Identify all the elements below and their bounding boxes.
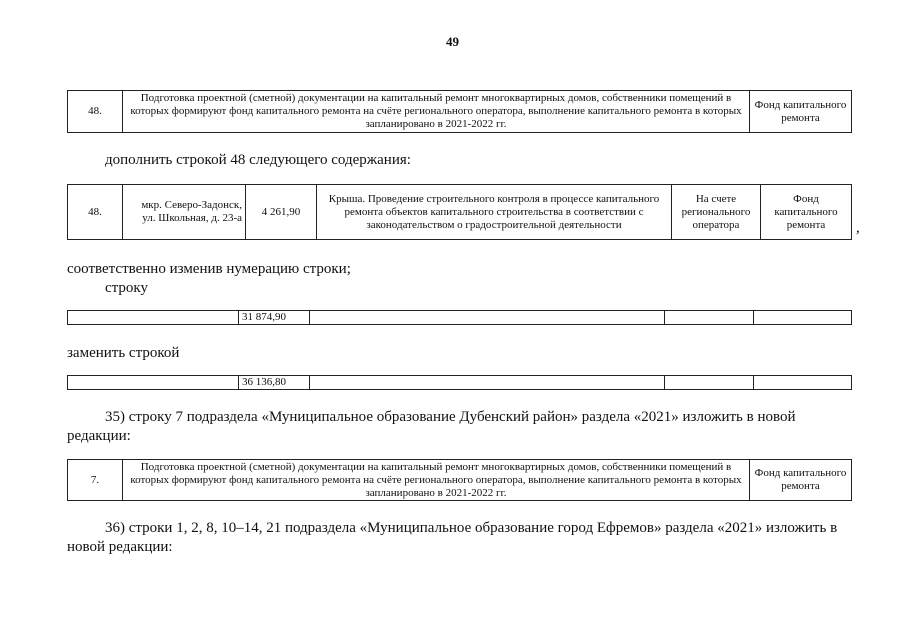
paragraph-add-row: дополнить строкой 48 следующего содержания: [105,152,411,168]
work-description-cell: Подготовка проектной (сметной) документации на капитальный ремонт многоквартирных домов, собственники помещений в которых формируют фонд капитального ремонта на счёте регионального оператора, выполнение капитального ремонта в которых запланировано в 2021-2022 гг. [123,91,750,133]
empty-cell [68,311,239,325]
row-number-cell: 48. [68,91,123,133]
row-number-cell: 7. [68,460,123,501]
paragraph-renumber: соответственно изменив нумерацию строки; [67,261,351,277]
paragraph-replace: заменить строкой [67,345,180,361]
amount-cell: 31 874,90 [239,311,310,325]
empty-cell [754,311,852,325]
paragraph-row: строку [105,280,148,296]
work-description-cell: Крыша. Проведение строительного контроля в процессе капитального ремонта объектов капитального строительства в соответствии с законодательством о градостроительной деятельности [317,185,672,240]
empty-cell [310,311,665,325]
trailing-comma: , [856,220,860,236]
empty-cell [665,376,754,390]
paragraph-35: 35) строку 7 подраздела «Муниципальное образование Дубенский район» раздела «2021» изложить в новой редакции: [67,409,796,444]
address-cell: мкр. Северо-Задонск, ул. Школьная, д. 23-а [123,185,246,240]
fund-cell: Фонд капитального ремонта [750,91,852,133]
amount-cell: 4 261,90 [246,185,317,240]
table-total-new [67,375,852,390]
row-number-cell: 48. [68,185,123,240]
page-number: 49 [446,34,459,49]
account-cell: На счете регионального оператора [672,185,761,240]
empty-cell [68,376,239,390]
table-row-48-old [67,90,852,133]
fund-cell: Фонд капитального ремонта [761,185,852,240]
work-description-cell: Подготовка проектной (сметной) документации на капитальный ремонт многоквартирных домов, собственники помещений в которых формируют фонд капитального ремонта на счёте регионального оператора, выполнение капитального ремонта в которых запланировано в 2021-2022 гг. [123,460,750,501]
fund-cell: Фонд капитального ремонта [750,460,852,501]
empty-cell [754,376,852,390]
table-total-old [67,310,852,325]
paragraph-36: 36) строки 1, 2, 8, 10–14, 21 подраздела «Муниципальное образование город Ефремов» раздела «2021» изложить в новой редакции: [67,520,838,555]
empty-cell [310,376,665,390]
amount-cell: 36 136,80 [239,376,310,390]
table-row-7 [67,459,852,501]
empty-cell [665,311,754,325]
table-row-48-new [67,184,852,240]
